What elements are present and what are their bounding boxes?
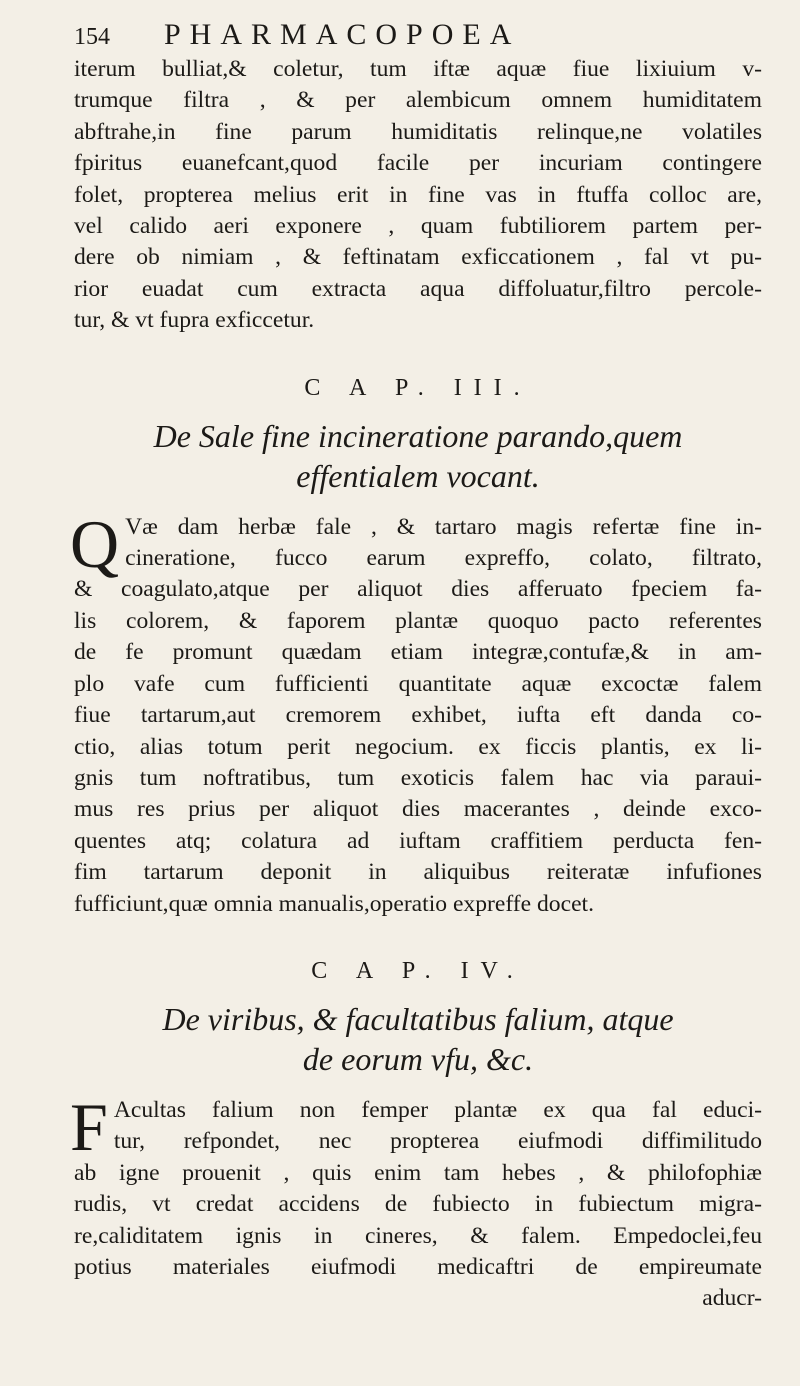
text-line: folet, propterea melius erit in fine vas in ftuffa colloc are, [74,181,762,208]
chapter-title-line: de eorum vfu, &c. [302,1040,534,1077]
text-line: tur, refpondet, nec propterea eiufmodi diffimilitudo [113,1128,762,1155]
text-line: trumque filtra , & per alembicum omnem humiditatem [74,87,762,114]
text-line: gnis tum noftratibus, tum exoticis falem hac via paraui- [74,764,762,791]
text-line: fufficiunt,quæ omnia manualis,operatio expreffe docet. [74,890,594,917]
text-line: dere ob nimiam , & feftinatam exficcationem , fal vt pu- [74,244,762,271]
text-line: ctio, alias totum perit negocium. ex ficcis plantis, ex li- [74,733,762,760]
text-line: quentes atq; colatura ad iuftam craffitiem perducta fen- [74,827,762,854]
drop-initial: F [70,1088,108,1165]
text-line: Væ dam herbæ fale , & tartaro magis refertæ fine in- [125,513,762,540]
catchword: aducr- [702,1285,762,1312]
text-line: abftrahe,in fine parum humiditatis relinque,ne volatiles [74,118,762,145]
paragraph-continued [74,54,762,337]
text-line: cineratione, fucco earum expreffo, colato, filtrato, [125,545,762,572]
text-line: fpiritus euanefcant,quod facile per incuriam contingere [74,150,762,177]
chapter-title-line: effentialem vocant. [296,457,540,494]
text-line: iterum bulliat,& coletur, tum iftæ aquæ fiue lixiuium v- [74,56,762,82]
chapter-3-title [74,416,762,496]
text-line: ab igne prouenit , quis enim tam hebes , & philofophiæ [74,1159,762,1186]
running-title: PHARMACOPOEA [164,18,521,51]
text-line: plo vafe cum fufficienti quantitate aquæ excoctæ falem [74,670,762,697]
text-line: re,caliditatem ignis in cineres, & falem. Empedoclei,feu [74,1222,762,1249]
text-line: fim tartarum deponit in aliquibus reiteratæ infufiones [74,859,762,886]
text-line: potius materiales eiufmodi medicaftri de empireumate [74,1253,762,1280]
text-line: rudis, vt credat accidens de fubiecto in fubiectum migra- [74,1191,762,1218]
chapter-3-body [70,505,762,920]
drop-initial: Q [70,505,120,582]
chapter-4-body [70,1088,762,1315]
chapter-4-label: C A P. IV. [311,957,525,984]
text-line: mus res prius per aliquot dies macerantes , deinde exco- [74,796,762,823]
text-line: lis colorem, & faporem plantæ quoquo pacto referentes [74,607,762,634]
chapter-title-line: De Sale fine incineratione parando,quem [153,417,683,454]
chapter-4-title [74,999,762,1079]
text-line: & coagulato,atque per aliquot dies afferuato fpeciem fa- [74,576,762,603]
text-line: fiue tartarum,aut cremorem exhibet, iufta eft danda co- [74,702,762,729]
text-line: Acultas falium non femper plantæ ex qua fal educi- [113,1096,762,1123]
text-line: vel calido aeri exponere , quam fubtiliorem partem per- [74,213,762,240]
text-line: de fe promunt quædam etiam integræ,contufæ,& in am- [74,639,762,666]
text-line: tur, & vt fupra exficcetur. [74,307,315,334]
running-head [74,18,762,54]
page-number: 154 [74,24,110,50]
text-line: rior euadat cum extracta aqua diffoluatur,filtro percole- [74,275,762,302]
chapter-3-label: C A P. III. [304,374,532,401]
chapter-title-line: De viribus, & facultatibus falium, atque [162,1000,674,1037]
